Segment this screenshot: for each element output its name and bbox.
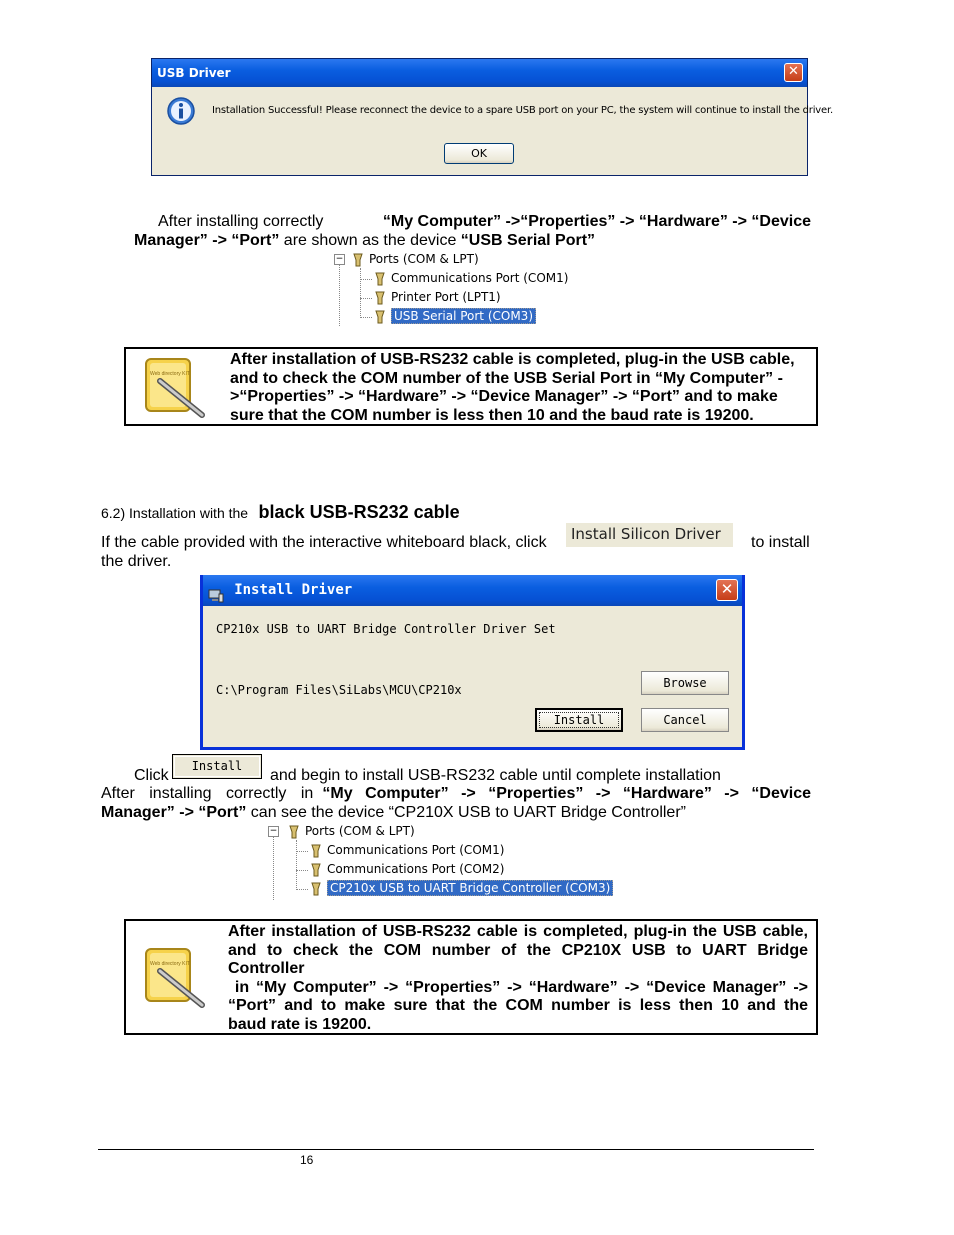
para1-line2: Manager” -> “Port” are shown as the device “USB Serial Port” bbox=[134, 232, 596, 249]
section-line2: the driver. bbox=[101, 553, 172, 570]
footer-rule bbox=[98, 1149, 814, 1150]
tree-root[interactable]: Ports (COM & LPT) bbox=[352, 250, 479, 268]
dialog2-title: Install Driver bbox=[234, 582, 353, 598]
dialog-title-bar bbox=[152, 59, 807, 87]
para2-rest: and begin to install USB-RS232 cable until complete installation bbox=[270, 767, 721, 784]
port-icon bbox=[310, 882, 322, 896]
browse-button[interactable]: Browse bbox=[641, 671, 729, 695]
install-button[interactable]: Install bbox=[535, 708, 623, 732]
section-line1: If the cable provided with the interactive whiteboard black, click bbox=[101, 534, 547, 551]
tree-item-com1[interactable]: Communications Port (COM1) bbox=[310, 841, 504, 859]
tree-item-com3[interactable]: USB Serial Port (COM3) bbox=[374, 307, 536, 325]
install-silicon-driver-button[interactable]: Install Silicon Driver bbox=[566, 523, 733, 547]
para2-click: Click bbox=[134, 767, 169, 784]
note-icon-text: Web directory KIT bbox=[150, 961, 190, 967]
computer-icon bbox=[208, 584, 224, 598]
info-icon bbox=[166, 97, 196, 127]
install-driver-dialog bbox=[200, 575, 745, 750]
tree-item-com3[interactable]: CP210x USB to UART Bridge Controller (COM3) bbox=[310, 879, 613, 897]
tree-item-com2[interactable]: Communications Port (COM2) bbox=[310, 860, 504, 878]
tree-root[interactable]: Ports (COM & LPT) bbox=[288, 822, 415, 840]
port-icon bbox=[310, 844, 322, 858]
note-2-text: After installation of USB-RS232 cable is completed, plug-in the USB cable, and to check the COM number of the CP210X USB to UART Bridge Controller in “My Computer” -> “Properties” -> “Hardware” -> “Device Manager” -> “Port” and to make sure that the COM number is less then 10 and the baud rate is 19200. bbox=[228, 923, 808, 1033]
install-path: C:\Program Files\SiLabs\MCU\CP210x bbox=[216, 683, 462, 697]
para2-line3: Manager” -> “Port” can see the device “CP210X USB to UART Bridge Controller” bbox=[101, 804, 686, 821]
tree-item-com1[interactable]: Communications Port (COM1) bbox=[374, 269, 568, 287]
para1-line1: After installing correctly “My Computer” ->“Properties” -> “Hardware” -> “Device bbox=[158, 213, 811, 230]
collapse-icon[interactable]: − bbox=[335, 254, 344, 264]
close-icon[interactable]: ✕ bbox=[716, 579, 738, 601]
dialog2-title-bar bbox=[203, 575, 742, 606]
note-pencil-icon bbox=[144, 357, 206, 419]
port-icon bbox=[310, 863, 322, 877]
note-box-2 bbox=[124, 919, 818, 1035]
note-icon-text: Web directory KIT bbox=[150, 371, 190, 377]
inline-install-button[interactable]: Install bbox=[172, 754, 262, 779]
note-1-text: After installation of USB-RS232 cable is completed, plug-in the USB cable, and to check the COM number of the USB Serial Port in “My Computer” - >“Properties” -> “Hardware” -> “Device Manager” -> “Port” and to make sure that the COM number is less then 10 and the baud rate is 19200. bbox=[230, 351, 795, 424]
usb-driver-dialog bbox=[151, 58, 833, 176]
section-line1-end: to install bbox=[751, 534, 810, 551]
port-icon bbox=[288, 825, 300, 839]
cancel-button[interactable]: Cancel bbox=[641, 708, 729, 732]
ports-tree-2 bbox=[268, 822, 611, 900]
para2-line2: After installing correctly in “My Computer” -> “Properties” -> “Hardware” -> “Device bbox=[101, 785, 811, 802]
dialog-message: Installation Successful! Please reconnect the device to a spare USB port on your PC, the system will continue to install the driver. bbox=[212, 105, 833, 116]
driver-set-heading: CP210x USB to UART Bridge Controller Driver Set bbox=[216, 622, 556, 636]
port-icon bbox=[352, 253, 364, 267]
note-pencil-icon bbox=[144, 947, 206, 1009]
port-icon bbox=[374, 310, 386, 324]
note-box-1 bbox=[124, 347, 818, 426]
dialog-title: USB Driver bbox=[157, 66, 231, 80]
tree-item-lpt1[interactable]: Printer Port (LPT1) bbox=[374, 288, 501, 306]
section-heading: 6.2) Installation with the black USB-RS232 cable bbox=[101, 502, 460, 522]
ports-tree-1 bbox=[334, 250, 569, 328]
collapse-icon[interactable]: − bbox=[269, 826, 278, 836]
port-icon bbox=[374, 272, 386, 286]
page-number: 16 bbox=[300, 1153, 314, 1167]
port-icon bbox=[374, 291, 386, 305]
close-icon[interactable]: ✕ bbox=[784, 63, 803, 82]
ok-button[interactable]: OK bbox=[444, 143, 514, 164]
